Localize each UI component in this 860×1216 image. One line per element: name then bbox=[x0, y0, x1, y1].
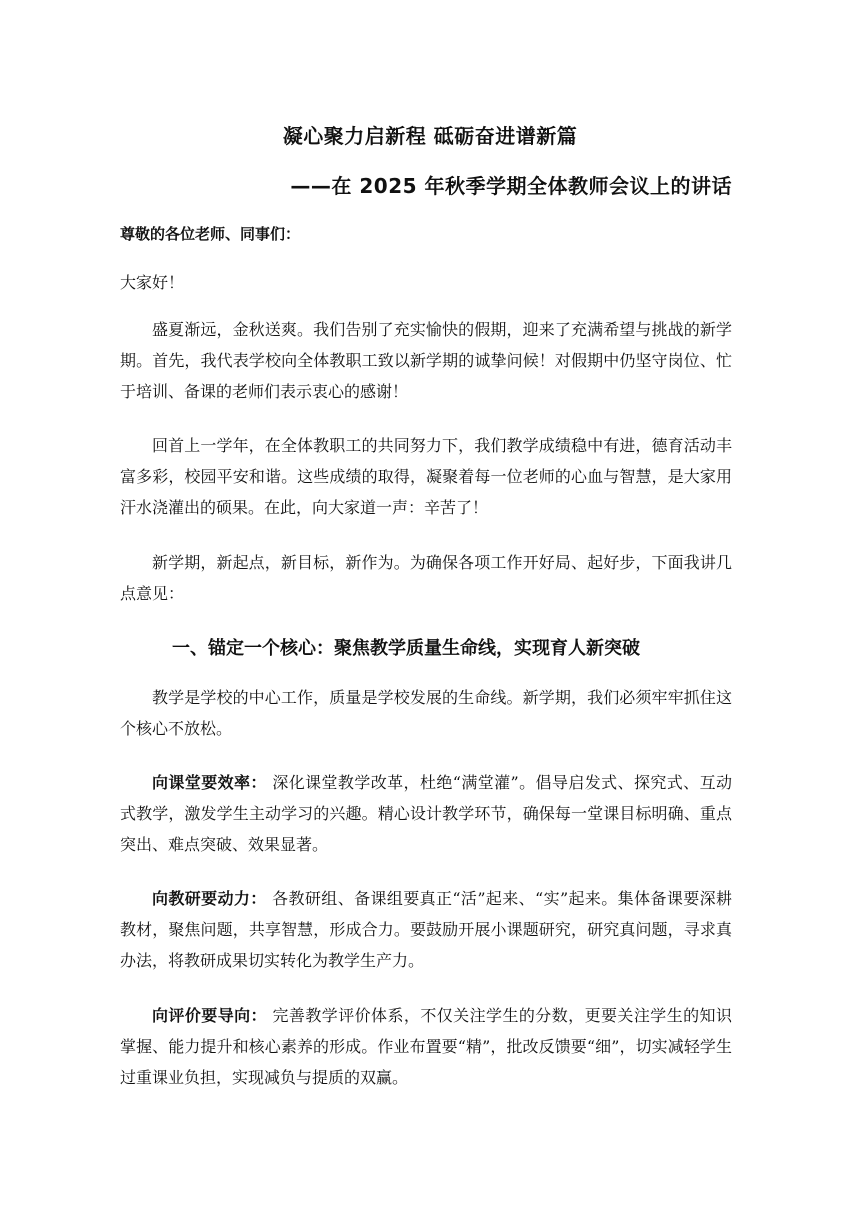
point-evaluation bbox=[120, 1000, 732, 1093]
point-lead: 向评价要导向： bbox=[152, 1006, 267, 1025]
point-text: 深化课堂教学改革，杜绝“满堂灌”。倡导启发式、探究式、互动式教学，激发学生主动学习的兴趣。精心设计教学环节，确保每一堂课目标明确、重点突出、难点突破、效果显著。 bbox=[120, 773, 732, 854]
section-heading: 一、锚定一个核心：聚焦教学质量生命线，实现育人新突破 bbox=[172, 638, 640, 659]
salutation: 尊敬的各位老师、同事们： bbox=[120, 225, 301, 243]
point-text: 各教研组、备课组要真正“活”起来、“实”起来。集体备课要深耕教材，聚焦问题，共享智慧，形成合力。要鼓励开展小课题研究，研究真问题，寻求真办法，将教研成果切实转化为教学生产力。 bbox=[120, 889, 732, 970]
point-lead: 向课堂要效率： bbox=[152, 773, 267, 792]
document-subtitle: ——在 2025 年秋季学期全体教师会议上的讲话 bbox=[290, 174, 732, 198]
greeting: 大家好！ bbox=[120, 273, 185, 292]
point-teaching-research bbox=[120, 883, 732, 976]
point-lead: 向教研要动力： bbox=[152, 889, 267, 908]
paragraph-review: 回首上一学年，在全体教职工的共同努力下，我们教学成绩稳中有进，德育活动丰富多彩，校园平安和谐。这些成绩的取得，凝聚着每一位老师的心血与智慧，是大家用汗水浇灌出的硕果。在此，向大家道一声：辛苦了！ bbox=[120, 436, 732, 517]
section-intro: 教学是学校的中心工作，质量是学校发展的生命线。新学期，我们必须牢牢抓住这个核心不放松。 bbox=[120, 688, 732, 738]
point-text: 完善教学评价体系，不仅关注学生的分数，更要关注学生的知识掌握、能力提升和核心素养的形成。作业布置要“精”，批改反馈要“细”，切实减轻学生过重课业负担，实现减负与提质的双赢。 bbox=[120, 1006, 732, 1087]
document-title: 凝心聚力启新程 砥砺奋进谱新篇 bbox=[282, 124, 578, 148]
paragraph-transition: 新学期，新起点，新目标，新作为。为确保各项工作开好局、起好步，下面我讲几点意见： bbox=[120, 553, 732, 603]
point-classroom-efficiency bbox=[120, 767, 732, 860]
paragraph-opening: 盛夏渐远，金秋送爽。我们告别了充实愉快的假期，迎来了充满希望与挑战的新学期。首先，我代表学校向全体教职工致以新学期的诚挚问候！对假期中仍坚守岗位、忙于培训、备课的老师们表示衷心的感谢！ bbox=[120, 320, 732, 401]
